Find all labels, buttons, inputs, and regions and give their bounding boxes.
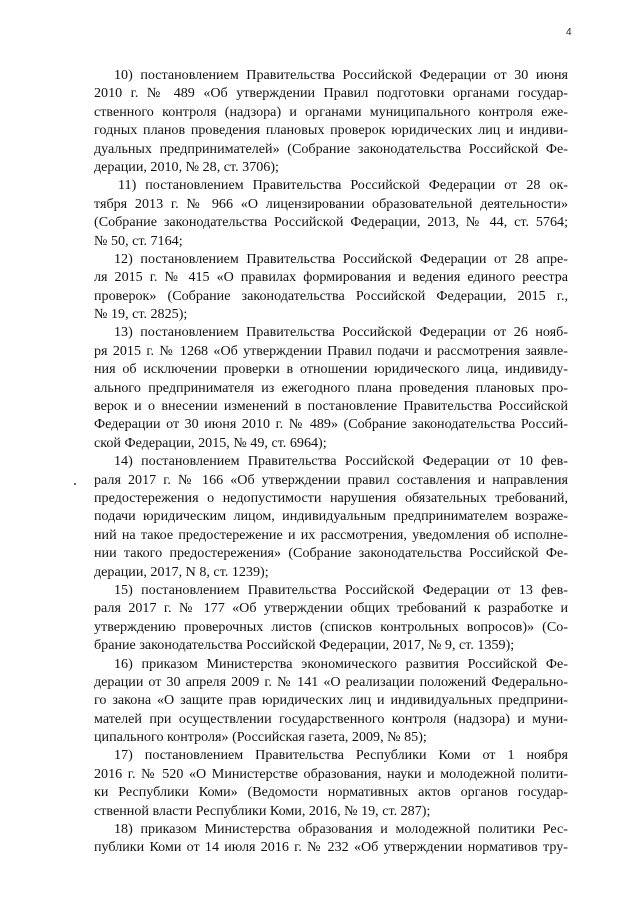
text-line: ки Республики Коми» (Ведомости нормативных актов органов государ-	[94, 784, 568, 801]
text-line: подачи юридическим лицом, индивидуальным предпринимателем возраже-	[94, 508, 568, 525]
text-line: № 50, ст. 7164;	[94, 232, 183, 249]
text-line: 14) постановлением Правительства Российской Федерации от 10 фев-	[114, 453, 568, 470]
text-line: проверок» (Собрание законодательства Российской Федерации, 2015 г.,	[94, 287, 568, 304]
text-line: 16) приказом Министерства экономического развития Российской Фе-	[114, 655, 568, 672]
text-line: 15) постановлением Правительства Российской Федерации от 13 фев-	[114, 581, 568, 598]
text-line: мателей при осуществлении государственного контроля (надзора) и муни-	[94, 710, 568, 727]
text-line: 2016 г. № 520 «О Министерстве образования, науки и молодежной полити-	[94, 765, 568, 782]
text-line: 11) постановлением Правительства Российской Федерации от 28 ок-	[118, 177, 568, 194]
text-line: ний на такое предостережение и их рассмотрения, уведомления об исполне-	[94, 526, 568, 543]
text-line: ля 2015 г. № 415 «О правилах формирования и ведения единого реестра	[94, 269, 568, 286]
text-line: ской Федерации, 2015, № 49, ст. 6964);	[94, 434, 327, 451]
text-line: Федерации от 30 июня 2010 г. № 489» (Собрание законодательства Россий-	[94, 416, 568, 433]
text-line: (Собрание законодательства Российской Федерации, 2013, № 44, ст. 5764;	[94, 214, 568, 231]
text-line: № 19, ст. 2825);	[94, 306, 188, 323]
text-line: 12) постановлением Правительства Российской Федерации от 28 апре-	[114, 250, 568, 267]
text-line: дерации, 2017, N 8, ст. 1239);	[94, 563, 269, 580]
text-line: утверждению проверочных листов (списков контрольных вопросов)» (Со-	[94, 618, 568, 635]
text-line: дерации, 2010, № 28, ст. 3706);	[94, 158, 279, 175]
text-line: ципального контроля» (Российская газета, 2009, № 85);	[94, 729, 427, 746]
text-line: годных планов проведения плановых проверок юридических лиц и индиви-	[94, 122, 568, 139]
text-line: раля 2017 г. № 177 «Об утверждении общих требований к разработке и	[94, 600, 568, 617]
text-line: дуальных предпринимателей» (Собрание законодательства Российской Фе-	[94, 140, 568, 157]
scan-speck	[74, 483, 76, 485]
text-line: 2010 г. № 489 «Об утверждении Правил подготовки органами государ-	[94, 85, 568, 102]
text-line: раля 2017 г. № 166 «Об утверждении правил составления и направления	[94, 471, 568, 488]
document-body	[94, 66, 568, 857]
text-line: ря 2015 г. № 1268 «Об утверждении Правил подачи и рассмотрения заявле-	[94, 342, 568, 359]
text-line: ния об исключении проверки в отношении юридического лица, индивиду-	[94, 361, 568, 378]
text-line: ственного контроля (надзора) и органами муниципального контроля еже-	[94, 103, 568, 120]
text-line: ального предпринимателя из ежегодного плана проведения плановых про-	[94, 379, 568, 396]
text-line: публики Коми от 14 июля 2016 г. № 232 «Об утверждении нормативов тру-	[94, 839, 568, 856]
text-line: дерации от 30 апреля 2009 г. № 141 «О реализации положений Федерально-	[94, 673, 568, 690]
text-line: тября 2013 г. № 966 «О лицензировании образовательной деятельности»	[94, 195, 568, 212]
text-line: нии такого предостережения» (Собрание законодательства Российской Фе-	[94, 545, 568, 562]
text-line: верок и о внесении изменений в постановление Правительства Российской	[94, 398, 568, 415]
text-line: предостережения о недопустимости нарушения обязательных требований,	[94, 489, 568, 506]
text-line: 18) приказом Министерства образования и молодежной политики Рес-	[114, 821, 568, 838]
text-line: 13) постановлением Правительства Российской Федерации от 26 нояб-	[114, 324, 568, 341]
text-line: ственной власти Республики Коми, 2016, № 19, ст. 287);	[94, 802, 431, 819]
text-line: 17) постановлением Правительства Республики Коми от 1 ноября	[114, 747, 568, 764]
text-line: го закона «О защите прав юридических лиц и индивидуальных предприни-	[94, 692, 568, 709]
page-number: 4	[566, 27, 572, 38]
text-line: брание законодательства Российской Федерации, 2017, № 9, ст. 1359);	[94, 637, 515, 654]
text-line: 10) постановлением Правительства Российской Федерации от 30 июня	[114, 67, 568, 83]
